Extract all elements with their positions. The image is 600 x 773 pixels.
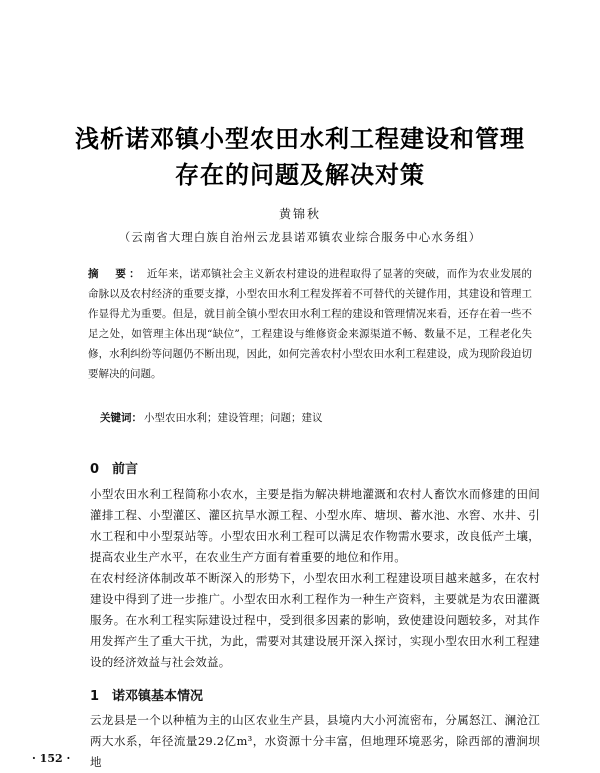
section-title: 前言 xyxy=(112,462,139,477)
section-title: 诺邓镇基本情况 xyxy=(112,689,204,704)
keywords xyxy=(100,410,530,425)
author-name: 黄锦秋 xyxy=(278,207,321,221)
keywords-label: 关键词： xyxy=(100,412,142,424)
section-heading-basic-info xyxy=(90,685,203,704)
intro-paragraph-2: 在农村经济体制改革不断深入的形势下，小型农田水利工程建设项目越来越多，在农村建设中得到了进一步推广。小型农田水利工程作为一种生产资料，主要就是为农田灌溉服务。在水利工程实际建设过程中，受到很多因素的影响，致使建设问题较多，对其作用发挥产生了重大干扰，为此，需要对其建设展开深入探讨，实现小型农田水利工程建设的经济效益与社会效益。 xyxy=(90,571,540,669)
basic-info-paragraph-1: 云龙县是一个以种植为主的山区农业生产县，县境内大小河流密布，分属怒江、澜沧江两大水系，年径流量29.2亿m³，水资源十分丰富，但地理环境恶劣，除西部的漕涧坝地 xyxy=(90,713,540,769)
paper-title-line-2: 存在的问题及解决对策 xyxy=(175,161,425,189)
abstract-label: 摘 要： xyxy=(88,268,143,280)
keywords-text: 小型农田水利；建设管理；问题；建议 xyxy=(144,412,323,424)
section-number: 1 xyxy=(90,689,100,704)
paper-title-line-1: 浅析诺邓镇小型农田水利工程建设和管理 xyxy=(75,125,525,153)
page-number: · 152 · xyxy=(32,752,71,765)
section-heading-preface xyxy=(90,458,138,477)
author-affiliation: （云南省大理白族自治州云龙县诺邓镇农业综合服务中心水务组） xyxy=(118,230,482,244)
section-number: 0 xyxy=(90,462,100,477)
abstract-text: 近年来，诺邓镇社会主义新农村建设的进程取得了显著的突破，而作为农业发展的命脉以及农村经济的重要支撑，小型农田水利工程发挥着不可替代的关键作用，其建设和管理工作显得尤为重要。但是，就目前全镇小型农田水利工程的建设和管理情况来看，还存在着一些不足之处，如管理主体出现“缺位”，工程建设与维修资金来源渠道不畅、数量不足，工程老化失修，水利纠纷等问题仍不断出现，因此，如何完善农村小型农田水利工程建设，成为现阶段迫切要解决的问题。 xyxy=(88,268,533,380)
intro-paragraph-1: 小型农田水利工程简称小农水，主要是指为解决耕地灌溉和农村人畜饮水而修建的田间灌排工程、小型灌区、灌区抗旱水源工程、小型水库、塘坝、蓄水池、水窖、水井、引水工程和中小型泵站等。小型农田水利工程可以满足农作物需水要求，改良低产土壤，提高农业生产水平，在农业生产方面有着重要的地位和作用。 xyxy=(90,487,540,564)
abstract xyxy=(88,264,532,384)
